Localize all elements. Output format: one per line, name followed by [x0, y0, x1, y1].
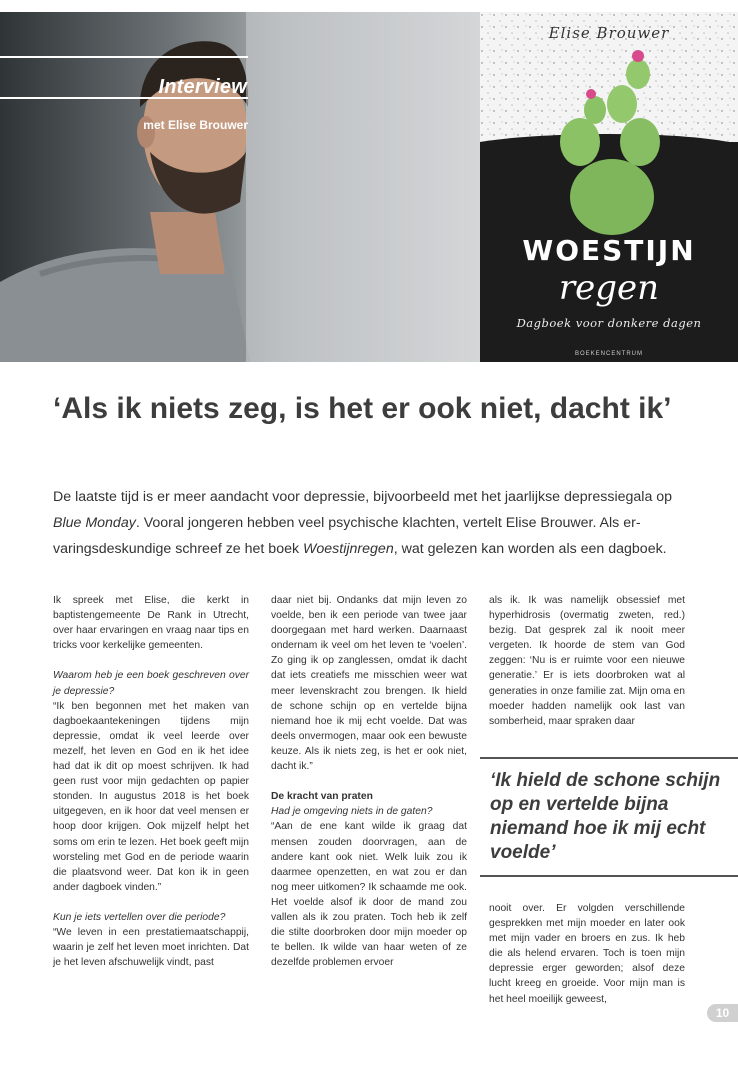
paragraph: Ik spreek met Elise, die kerkt in baptistengemeente De Rank in Utrecht, over haar ervaringen en vraag naar tips en tricks voor kerkelijke gemeenten.	[53, 595, 249, 652]
interview-question: Waarom heb je een boek geschreven over je depressie?	[53, 670, 249, 697]
banner-title: Interview	[158, 76, 247, 98]
section-heading: De kracht van praten	[271, 791, 373, 803]
cover-title-line1: WOESTIJN	[522, 234, 696, 267]
man-against-wall-illustration	[0, 12, 480, 362]
paragraph: als ik. Ik was namelijk obsessief met hyperhidrosis (overmatig zweten, red.) bezig. Dat gesprek zal ik nooit meer vergeten. Ik hoorde de stem van God zeggen: ‘Nu is er ruimte voor een nieuwe generatie.’ Er is iets doorbroken wat al generaties in onze familie zat. Mijn oma en moeder hadden namelijk ook last van somberheid, maar spraken daar	[489, 595, 685, 727]
article-intro	[53, 484, 693, 562]
column-2	[271, 593, 467, 970]
paragraph: daar niet bij. Ondanks dat mijn leven zo voelde, ben ik een periode van twee jaar doorgegaan met hard werken. Daarnaast ondernam ik veel om het leven te ‘voelen’. Zo ging ik op zanglessen, omdat ik dacht dat iets creatiefs me misschien weer wat meer levenskracht zou brengen. Ik hield de schone schijn op en vertelde bijna niemand hoe ik mij echt voelde. Dat was deels onvermogen, maar ook een bewuste keuze. Als ik niets zeg, is het er ook niet, dacht ik.”	[271, 595, 467, 773]
intro-emphasis-1: Blue Monday	[53, 515, 136, 531]
paragraph: “Aan de ene kant wilde ik graag dat mensen zouden doorvragen, aan de andere kant ook niet. Welk luik zou ik daarmee openzetten, en wat zou er dan nog meer uitkomen? Ik schaamde me ook. Het voelde alsof ik door de mand zou vallen als ik zou praten. Toch heb ik zelf die stilte doorbroken door mijn moeder op te bellen. Ik wilde van haar weten of ze dezelfde problemen ervoer	[271, 821, 467, 969]
paragraph: “Ik ben begonnen met het maken van dagboekaantekeningen tijdens mijn depressie, omdat ik veel leerde over mezelf, het leven en God en ik het idee had dat ik dit op moest schrijven. Ik had geen rust voor mijn gedachten op papier stonden. In augustus 2018 is het boek uitgegeven, en ik hoor dat veel mensen er hoop door krijgen. Ook mijzelf helpt het soms om erin te lezen. Het boek geeft mijn worsteling met God en de periode waarin die plaatsvond weer. Dat kon ik in geen ander dagboek vinden.”	[53, 700, 249, 893]
cover-title-line2: regen	[558, 268, 660, 308]
cactus-illustration	[480, 12, 738, 362]
article-headline: ‘Als ik niets zeg, is het er ook niet, dacht ik’	[53, 392, 672, 425]
hero-photo	[0, 12, 480, 362]
pullquote-rule-bottom	[480, 875, 738, 877]
intro-emphasis-2: Woestijnregen	[303, 541, 394, 557]
paragraph: “We leven in een prestatiemaatschappij, waarin je zelf het leven moet inrichten. Dat je het leven afschuwelijk vindt, past	[53, 927, 249, 969]
cover-publisher: BOEKENCENTRUM	[574, 351, 643, 357]
intro-text-3: , wat gelezen kan worden als een dagboek.	[393, 541, 667, 557]
cover-author: Elise Brouwer	[548, 24, 670, 42]
interview-question: Kun je iets vertellen over die periode?	[53, 911, 226, 923]
cover-subtitle: Dagboek voor donkere dagen	[516, 316, 702, 330]
interview-question: Had je omgeving niets in de gaten?	[271, 806, 433, 818]
column-1	[53, 593, 249, 970]
intro-text-1: De laatste tijd is er meer aandacht voor depressie, bijvoorbeeld met het jaarlijkse depressiegala op	[53, 489, 673, 505]
paragraph: nooit over. Er volgden verschillende gesprekken met mijn moeder en later ook met mijn vader en broers en zus. Ik heb die als helend ervaren. Toch is toen mijn depressie erger geworden; alsof deze lucht kreeg en groeide. Voor mijn man is het heel moeilijk geweest,	[489, 903, 685, 1005]
banner-subtitle: met Elise Brouwer	[143, 118, 248, 132]
page-number: 10	[707, 1004, 738, 1022]
banner-line-top	[0, 56, 248, 58]
column-3-bottom	[489, 901, 685, 1007]
pull-quote: ‘Ik hield de schone schijn op en vertelde bijna niemand hoe ik mij echt voelde’	[490, 770, 721, 863]
pullquote-rule-top	[480, 757, 738, 759]
book-cover	[480, 12, 738, 362]
intro-text-2: . Vooral jongeren hebben veel psychische klachten, vertelt Elise Brouwer. Als ervaringsdeskundige schreef ze het boek	[53, 515, 641, 557]
column-3-top	[489, 593, 685, 729]
